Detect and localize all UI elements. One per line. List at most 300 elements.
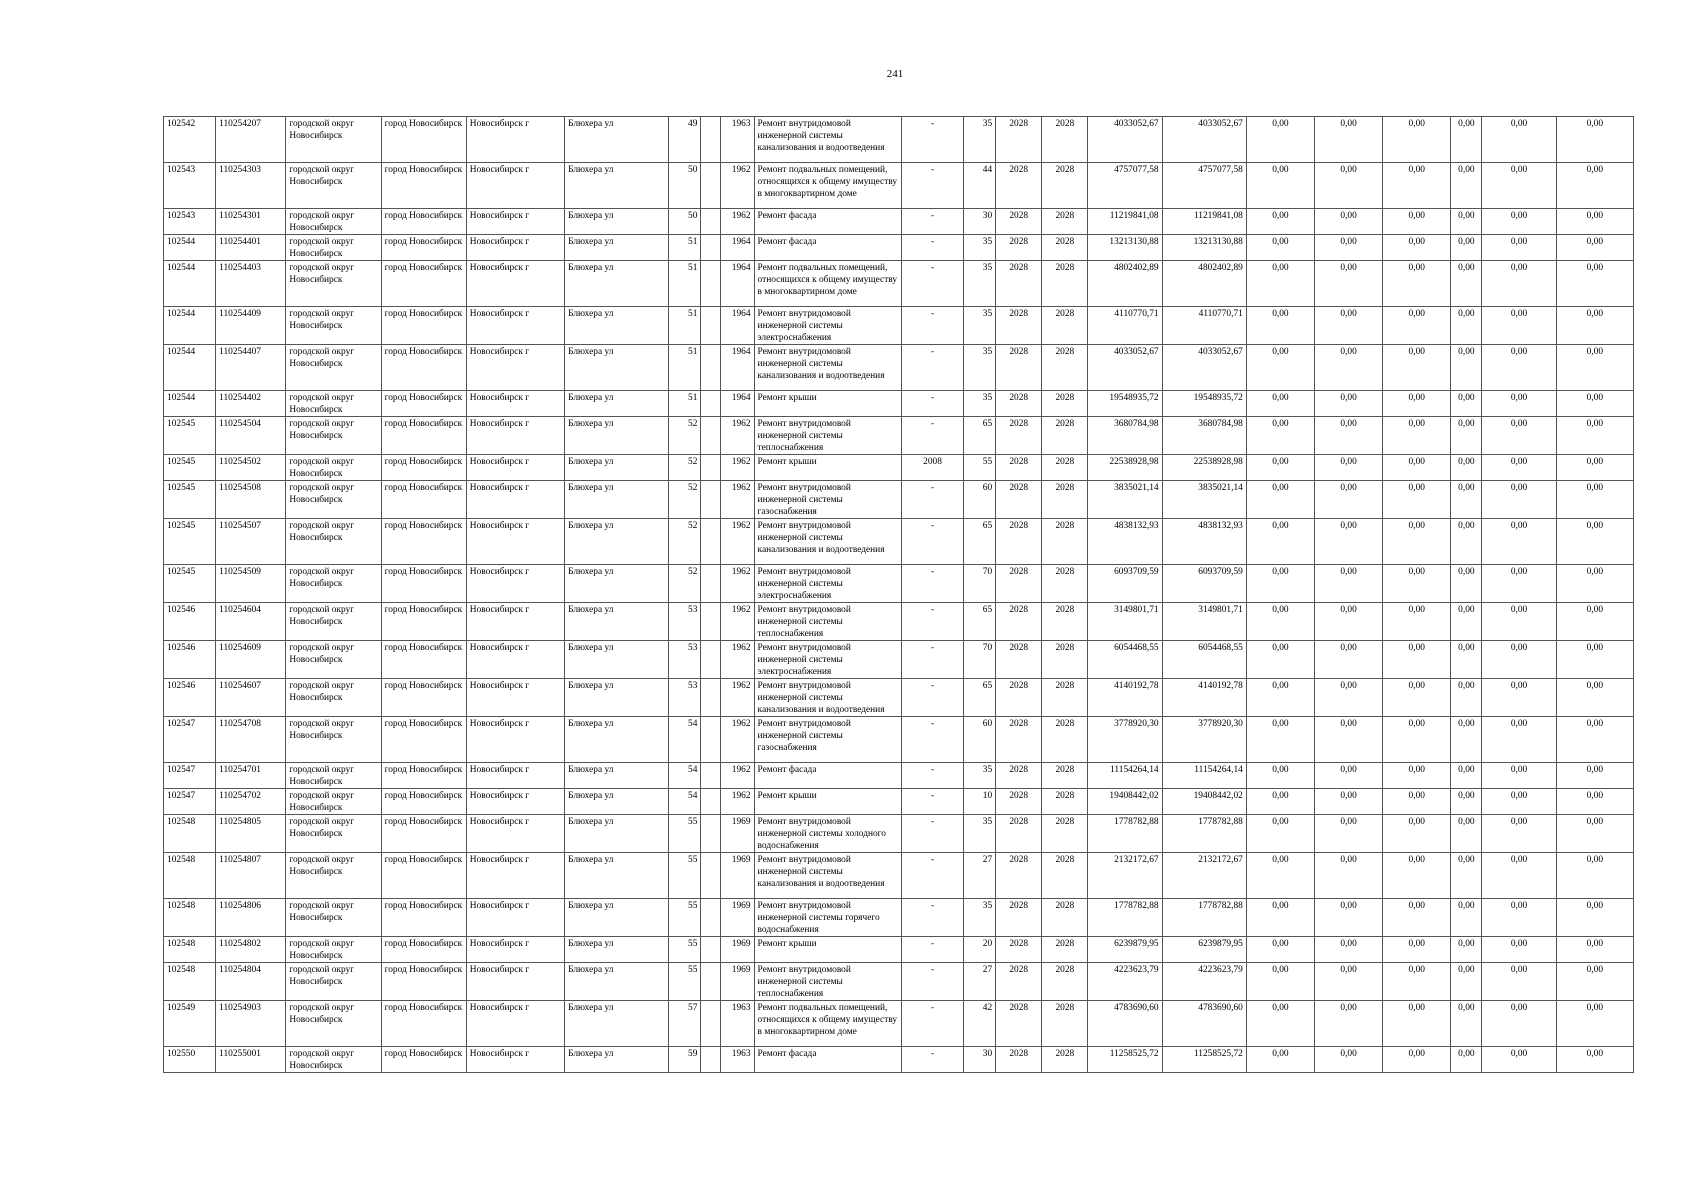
cell-source-3: 0,00 bbox=[1383, 417, 1451, 455]
cell-city: Новосибирск г bbox=[466, 789, 564, 815]
cell-city: Новосибирск г bbox=[466, 853, 564, 899]
cell-work-type: Ремонт внутридомовой инженерной системы канализования и водоотведения bbox=[754, 679, 901, 717]
cell-wear: 35 bbox=[964, 815, 996, 853]
cell-district: городской округ Новосибирск bbox=[286, 209, 381, 235]
cell-total-cost: 4757077,58 bbox=[1088, 163, 1162, 209]
cell-plan-start: 2028 bbox=[996, 455, 1042, 481]
cell-work-type: Ремонт крыши bbox=[754, 455, 901, 481]
cell-source-6: 0,00 bbox=[1556, 117, 1633, 163]
cell-house: 57 bbox=[669, 1001, 701, 1047]
cell-source-5: 0,00 bbox=[1482, 679, 1556, 717]
cell-year: 1962 bbox=[721, 163, 754, 209]
cell-id: 110254504 bbox=[216, 417, 286, 455]
cell-work-type: Ремонт внутридомовой инженерной системы канализования и водоотведения bbox=[754, 345, 901, 391]
cell-year: 1962 bbox=[721, 717, 754, 763]
cell-source-5: 0,00 bbox=[1482, 963, 1556, 1001]
cell-id: 110254708 bbox=[216, 717, 286, 763]
cell-source-1: 0,00 bbox=[1246, 565, 1314, 603]
cell-street: Блюхера ул bbox=[565, 565, 669, 603]
cell-id: 110254609 bbox=[216, 641, 286, 679]
cell-wear: 42 bbox=[964, 1001, 996, 1047]
cell-code: 102544 bbox=[164, 307, 216, 345]
cell-year: 1969 bbox=[721, 937, 754, 963]
cell-source-1: 0,00 bbox=[1246, 603, 1314, 641]
cell-wear: 44 bbox=[964, 163, 996, 209]
cell-district: городской округ Новосибирск bbox=[286, 763, 381, 789]
cell-source-3: 0,00 bbox=[1383, 679, 1451, 717]
cell-city: Новосибирск г bbox=[466, 641, 564, 679]
cell-fund-cost: 4838132,93 bbox=[1162, 519, 1246, 565]
cell-building bbox=[701, 117, 721, 163]
cell-house: 50 bbox=[669, 163, 701, 209]
cell-id: 110254807 bbox=[216, 853, 286, 899]
cell-city: Новосибирск г bbox=[466, 519, 564, 565]
cell-id: 110254207 bbox=[216, 117, 286, 163]
cell-code: 102545 bbox=[164, 455, 216, 481]
cell-house: 51 bbox=[669, 345, 701, 391]
cell-plan-start: 2028 bbox=[996, 763, 1042, 789]
cell-wear: 35 bbox=[964, 763, 996, 789]
cell-work-type: Ремонт внутридомовой инженерной системы горячего водоснабжения bbox=[754, 899, 901, 937]
cell-district: городской округ Новосибирск bbox=[286, 789, 381, 815]
cell-source-4: 0,00 bbox=[1451, 815, 1482, 853]
cell-total-cost: 4033052,67 bbox=[1088, 345, 1162, 391]
cell-building bbox=[701, 937, 721, 963]
cell-source-4: 0,00 bbox=[1451, 963, 1482, 1001]
cell-street: Блюхера ул bbox=[565, 261, 669, 307]
cell-code: 102545 bbox=[164, 481, 216, 519]
cell-source-1: 0,00 bbox=[1246, 641, 1314, 679]
cell-work-type: Ремонт подвальных помещений, относящихся к общему имуществу в многоквартирном доме bbox=[754, 261, 901, 307]
cell-settlement: город Новосибирск bbox=[381, 763, 466, 789]
cell-plan-start: 2028 bbox=[996, 899, 1042, 937]
cell-source-1: 0,00 bbox=[1246, 717, 1314, 763]
cell-year: 1963 bbox=[721, 117, 754, 163]
cell-source-4: 0,00 bbox=[1451, 481, 1482, 519]
cell-street: Блюхера ул bbox=[565, 963, 669, 1001]
cell-source-4: 0,00 bbox=[1451, 1001, 1482, 1047]
cell-building bbox=[701, 481, 721, 519]
cell-work-type: Ремонт фасада bbox=[754, 235, 901, 261]
cell-id: 110254407 bbox=[216, 345, 286, 391]
cell-total-cost: 11219841,08 bbox=[1088, 209, 1162, 235]
cell-wear: 65 bbox=[964, 519, 996, 565]
cell-wear: 35 bbox=[964, 117, 996, 163]
cell-plan-start: 2028 bbox=[996, 963, 1042, 1001]
table-row bbox=[164, 481, 1634, 519]
cell-house: 53 bbox=[669, 641, 701, 679]
cell-city: Новосибирск г bbox=[466, 717, 564, 763]
cell-code: 102543 bbox=[164, 209, 216, 235]
cell-previous-repair: - bbox=[901, 763, 963, 789]
cell-source-1: 0,00 bbox=[1246, 391, 1314, 417]
table-row bbox=[164, 117, 1634, 163]
cell-plan-end: 2028 bbox=[1042, 1001, 1088, 1047]
table-row bbox=[164, 391, 1634, 417]
cell-district: городской округ Новосибирск bbox=[286, 603, 381, 641]
cell-source-3: 0,00 bbox=[1383, 1001, 1451, 1047]
cell-work-type: Ремонт внутридомовой инженерной системы газоснабжения bbox=[754, 717, 901, 763]
cell-previous-repair: - bbox=[901, 853, 963, 899]
cell-plan-end: 2028 bbox=[1042, 963, 1088, 1001]
cell-plan-end: 2028 bbox=[1042, 717, 1088, 763]
cell-source-6: 0,00 bbox=[1556, 481, 1633, 519]
cell-fund-cost: 11258525,72 bbox=[1162, 1047, 1246, 1073]
cell-street: Блюхера ул bbox=[565, 481, 669, 519]
cell-plan-end: 2028 bbox=[1042, 391, 1088, 417]
cell-district: городской округ Новосибирск bbox=[286, 641, 381, 679]
cell-source-5: 0,00 bbox=[1482, 481, 1556, 519]
cell-plan-start: 2028 bbox=[996, 679, 1042, 717]
cell-building bbox=[701, 679, 721, 717]
cell-building bbox=[701, 641, 721, 679]
table-row bbox=[164, 345, 1634, 391]
cell-id: 110254301 bbox=[216, 209, 286, 235]
table-row bbox=[164, 763, 1634, 789]
cell-street: Блюхера ул bbox=[565, 117, 669, 163]
cell-work-type: Ремонт внутридомовой инженерной системы теплоснабжения bbox=[754, 417, 901, 455]
cell-source-2: 0,00 bbox=[1315, 679, 1383, 717]
cell-plan-start: 2028 bbox=[996, 261, 1042, 307]
cell-district: городской округ Новосибирск bbox=[286, 117, 381, 163]
cell-id: 110254607 bbox=[216, 679, 286, 717]
cell-code: 102542 bbox=[164, 117, 216, 163]
cell-work-type: Ремонт внутридомовой инженерной системы теплоснабжения bbox=[754, 603, 901, 641]
cell-district: городской округ Новосибирск bbox=[286, 417, 381, 455]
cell-fund-cost: 3835021,14 bbox=[1162, 481, 1246, 519]
cell-wear: 65 bbox=[964, 417, 996, 455]
cell-city: Новосибирск г bbox=[466, 455, 564, 481]
cell-previous-repair: - bbox=[901, 481, 963, 519]
cell-source-1: 0,00 bbox=[1246, 209, 1314, 235]
cell-total-cost: 19548935,72 bbox=[1088, 391, 1162, 417]
cell-wear: 60 bbox=[964, 481, 996, 519]
cell-street: Блюхера ул bbox=[565, 235, 669, 261]
cell-house: 52 bbox=[669, 481, 701, 519]
cell-street: Блюхера ул bbox=[565, 763, 669, 789]
cell-id: 110254604 bbox=[216, 603, 286, 641]
cell-plan-end: 2028 bbox=[1042, 679, 1088, 717]
cell-source-6: 0,00 bbox=[1556, 717, 1633, 763]
cell-settlement: город Новосибирск bbox=[381, 261, 466, 307]
cell-fund-cost: 4033052,67 bbox=[1162, 345, 1246, 391]
cell-previous-repair: - bbox=[901, 519, 963, 565]
cell-source-5: 0,00 bbox=[1482, 763, 1556, 789]
cell-plan-end: 2028 bbox=[1042, 603, 1088, 641]
cell-total-cost: 11258525,72 bbox=[1088, 1047, 1162, 1073]
cell-source-5: 0,00 bbox=[1482, 565, 1556, 603]
cell-plan-end: 2028 bbox=[1042, 163, 1088, 209]
cell-total-cost: 3680784,98 bbox=[1088, 417, 1162, 455]
cell-building bbox=[701, 815, 721, 853]
cell-plan-end: 2028 bbox=[1042, 899, 1088, 937]
cell-wear: 65 bbox=[964, 679, 996, 717]
table-row bbox=[164, 789, 1634, 815]
cell-source-2: 0,00 bbox=[1315, 1001, 1383, 1047]
cell-fund-cost: 19408442,02 bbox=[1162, 789, 1246, 815]
cell-settlement: город Новосибирск bbox=[381, 345, 466, 391]
cell-source-6: 0,00 bbox=[1556, 763, 1633, 789]
cell-source-3: 0,00 bbox=[1383, 345, 1451, 391]
cell-fund-cost: 3149801,71 bbox=[1162, 603, 1246, 641]
cell-work-type: Ремонт фасада bbox=[754, 763, 901, 789]
cell-source-2: 0,00 bbox=[1315, 899, 1383, 937]
cell-source-6: 0,00 bbox=[1556, 641, 1633, 679]
cell-source-3: 0,00 bbox=[1383, 455, 1451, 481]
cell-year: 1969 bbox=[721, 899, 754, 937]
cell-city: Новосибирск г bbox=[466, 163, 564, 209]
table-row bbox=[164, 899, 1634, 937]
cell-code: 102545 bbox=[164, 565, 216, 603]
cell-fund-cost: 4110770,71 bbox=[1162, 307, 1246, 345]
cell-district: городской округ Новосибирск bbox=[286, 1047, 381, 1073]
cell-street: Блюхера ул bbox=[565, 815, 669, 853]
cell-wear: 65 bbox=[964, 603, 996, 641]
cell-source-3: 0,00 bbox=[1383, 235, 1451, 261]
cell-source-6: 0,00 bbox=[1556, 1001, 1633, 1047]
table-row bbox=[164, 417, 1634, 455]
cell-source-3: 0,00 bbox=[1383, 899, 1451, 937]
cell-building bbox=[701, 899, 721, 937]
cell-house: 54 bbox=[669, 789, 701, 815]
cell-source-1: 0,00 bbox=[1246, 853, 1314, 899]
cell-work-type: Ремонт крыши bbox=[754, 391, 901, 417]
cell-source-3: 0,00 bbox=[1383, 853, 1451, 899]
table-row bbox=[164, 163, 1634, 209]
cell-settlement: город Новосибирск bbox=[381, 391, 466, 417]
cell-wear: 35 bbox=[964, 345, 996, 391]
cell-city: Новосибирск г bbox=[466, 481, 564, 519]
cell-settlement: город Новосибирск bbox=[381, 1001, 466, 1047]
cell-source-4: 0,00 bbox=[1451, 117, 1482, 163]
cell-house: 54 bbox=[669, 717, 701, 763]
cell-year: 1964 bbox=[721, 261, 754, 307]
cell-fund-cost: 6239879,95 bbox=[1162, 937, 1246, 963]
table-row bbox=[164, 235, 1634, 261]
cell-id: 110254802 bbox=[216, 937, 286, 963]
cell-source-1: 0,00 bbox=[1246, 117, 1314, 163]
cell-code: 102545 bbox=[164, 519, 216, 565]
cell-district: городской округ Новосибирск bbox=[286, 1001, 381, 1047]
cell-previous-repair: - bbox=[901, 899, 963, 937]
cell-previous-repair: - bbox=[901, 235, 963, 261]
cell-city: Новосибирск г bbox=[466, 417, 564, 455]
cell-source-5: 0,00 bbox=[1482, 417, 1556, 455]
cell-source-1: 0,00 bbox=[1246, 679, 1314, 717]
cell-year: 1962 bbox=[721, 679, 754, 717]
cell-source-6: 0,00 bbox=[1556, 853, 1633, 899]
cell-source-5: 0,00 bbox=[1482, 853, 1556, 899]
cell-source-6: 0,00 bbox=[1556, 815, 1633, 853]
cell-fund-cost: 13213130,88 bbox=[1162, 235, 1246, 261]
cell-year: 1962 bbox=[721, 455, 754, 481]
cell-year: 1962 bbox=[721, 519, 754, 565]
cell-source-4: 0,00 bbox=[1451, 163, 1482, 209]
cell-source-4: 0,00 bbox=[1451, 1047, 1482, 1073]
cell-year: 1962 bbox=[721, 763, 754, 789]
cell-code: 102545 bbox=[164, 417, 216, 455]
cell-code: 102544 bbox=[164, 235, 216, 261]
cell-previous-repair: - bbox=[901, 717, 963, 763]
cell-work-type: Ремонт крыши bbox=[754, 937, 901, 963]
cell-source-6: 0,00 bbox=[1556, 1047, 1633, 1073]
table-body bbox=[164, 117, 1634, 1073]
cell-id: 110254507 bbox=[216, 519, 286, 565]
cell-fund-cost: 4802402,89 bbox=[1162, 261, 1246, 307]
cell-source-6: 0,00 bbox=[1556, 789, 1633, 815]
cell-wear: 35 bbox=[964, 235, 996, 261]
cell-street: Блюхера ул bbox=[565, 899, 669, 937]
cell-plan-start: 2028 bbox=[996, 937, 1042, 963]
cell-district: городской округ Новосибирск bbox=[286, 565, 381, 603]
cell-building bbox=[701, 717, 721, 763]
cell-settlement: город Новосибирск bbox=[381, 417, 466, 455]
cell-plan-start: 2028 bbox=[996, 235, 1042, 261]
cell-source-6: 0,00 bbox=[1556, 679, 1633, 717]
table-row bbox=[164, 455, 1634, 481]
cell-source-4: 0,00 bbox=[1451, 417, 1482, 455]
cell-source-5: 0,00 bbox=[1482, 603, 1556, 641]
cell-source-4: 0,00 bbox=[1451, 235, 1482, 261]
cell-street: Блюхера ул bbox=[565, 789, 669, 815]
cell-source-3: 0,00 bbox=[1383, 209, 1451, 235]
cell-source-2: 0,00 bbox=[1315, 235, 1383, 261]
cell-street: Блюхера ул bbox=[565, 717, 669, 763]
cell-source-3: 0,00 bbox=[1383, 261, 1451, 307]
cell-settlement: город Новосибирск bbox=[381, 117, 466, 163]
cell-plan-end: 2028 bbox=[1042, 815, 1088, 853]
cell-source-6: 0,00 bbox=[1556, 345, 1633, 391]
cell-fund-cost: 4033052,67 bbox=[1162, 117, 1246, 163]
cell-source-4: 0,00 bbox=[1451, 899, 1482, 937]
cell-house: 52 bbox=[669, 417, 701, 455]
cell-work-type: Ремонт внутридомовой инженерной системы теплоснабжения bbox=[754, 963, 901, 1001]
cell-work-type: Ремонт внутридомовой инженерной системы канализования и водоотведения bbox=[754, 853, 901, 899]
cell-source-3: 0,00 bbox=[1383, 519, 1451, 565]
cell-source-6: 0,00 bbox=[1556, 565, 1633, 603]
cell-building bbox=[701, 391, 721, 417]
cell-plan-start: 2028 bbox=[996, 481, 1042, 519]
cell-fund-cost: 22538928,98 bbox=[1162, 455, 1246, 481]
cell-building bbox=[701, 763, 721, 789]
cell-source-5: 0,00 bbox=[1482, 163, 1556, 209]
cell-source-1: 0,00 bbox=[1246, 455, 1314, 481]
cell-building bbox=[701, 163, 721, 209]
cell-street: Блюхера ул bbox=[565, 345, 669, 391]
cell-wear: 35 bbox=[964, 899, 996, 937]
cell-city: Новосибирск г bbox=[466, 763, 564, 789]
cell-source-1: 0,00 bbox=[1246, 307, 1314, 345]
cell-total-cost: 6093709,59 bbox=[1088, 565, 1162, 603]
cell-total-cost: 3149801,71 bbox=[1088, 603, 1162, 641]
cell-source-1: 0,00 bbox=[1246, 1047, 1314, 1073]
cell-source-3: 0,00 bbox=[1383, 603, 1451, 641]
cell-source-2: 0,00 bbox=[1315, 603, 1383, 641]
cell-house: 55 bbox=[669, 815, 701, 853]
cell-fund-cost: 3680784,98 bbox=[1162, 417, 1246, 455]
cell-source-4: 0,00 bbox=[1451, 603, 1482, 641]
cell-settlement: город Новосибирск bbox=[381, 455, 466, 481]
cell-work-type: Ремонт внутридомовой инженерной системы электроснабжения bbox=[754, 565, 901, 603]
cell-plan-end: 2028 bbox=[1042, 307, 1088, 345]
cell-fund-cost: 1778782,88 bbox=[1162, 899, 1246, 937]
cell-source-4: 0,00 bbox=[1451, 763, 1482, 789]
cell-wear: 27 bbox=[964, 963, 996, 1001]
cell-source-3: 0,00 bbox=[1383, 763, 1451, 789]
cell-source-6: 0,00 bbox=[1556, 209, 1633, 235]
cell-district: городской округ Новосибирск bbox=[286, 519, 381, 565]
cell-house: 54 bbox=[669, 763, 701, 789]
cell-code: 102544 bbox=[164, 261, 216, 307]
cell-code: 102550 bbox=[164, 1047, 216, 1073]
cell-settlement: город Новосибирск bbox=[381, 209, 466, 235]
cell-year: 1962 bbox=[721, 209, 754, 235]
cell-source-2: 0,00 bbox=[1315, 789, 1383, 815]
table-row bbox=[164, 307, 1634, 345]
cell-settlement: город Новосибирск bbox=[381, 307, 466, 345]
cell-building bbox=[701, 345, 721, 391]
cell-plan-end: 2028 bbox=[1042, 763, 1088, 789]
cell-source-5: 0,00 bbox=[1482, 307, 1556, 345]
cell-city: Новосибирск г bbox=[466, 307, 564, 345]
cell-work-type: Ремонт внутридомовой инженерной системы электроснабжения bbox=[754, 307, 901, 345]
cell-id: 110254409 bbox=[216, 307, 286, 345]
cell-plan-end: 2028 bbox=[1042, 519, 1088, 565]
cell-source-4: 0,00 bbox=[1451, 717, 1482, 763]
cell-city: Новосибирск г bbox=[466, 1047, 564, 1073]
cell-plan-end: 2028 bbox=[1042, 455, 1088, 481]
cell-plan-start: 2028 bbox=[996, 1001, 1042, 1047]
cell-previous-repair: - bbox=[901, 679, 963, 717]
cell-street: Блюхера ул bbox=[565, 519, 669, 565]
cell-source-4: 0,00 bbox=[1451, 261, 1482, 307]
cell-previous-repair: - bbox=[901, 391, 963, 417]
cell-total-cost: 4033052,67 bbox=[1088, 117, 1162, 163]
cell-city: Новосибирск г bbox=[466, 391, 564, 417]
cell-settlement: город Новосибирск bbox=[381, 815, 466, 853]
cell-code: 102546 bbox=[164, 679, 216, 717]
cell-code: 102547 bbox=[164, 789, 216, 815]
cell-source-5: 0,00 bbox=[1482, 345, 1556, 391]
cell-plan-end: 2028 bbox=[1042, 565, 1088, 603]
cell-previous-repair: - bbox=[901, 815, 963, 853]
cell-year: 1962 bbox=[721, 481, 754, 519]
cell-source-5: 0,00 bbox=[1482, 641, 1556, 679]
cell-house: 53 bbox=[669, 679, 701, 717]
cell-district: городской округ Новосибирск bbox=[286, 307, 381, 345]
cell-source-4: 0,00 bbox=[1451, 853, 1482, 899]
cell-id: 110254804 bbox=[216, 963, 286, 1001]
cell-total-cost: 1778782,88 bbox=[1088, 899, 1162, 937]
cell-source-2: 0,00 bbox=[1315, 455, 1383, 481]
cell-source-5: 0,00 bbox=[1482, 937, 1556, 963]
cell-code: 102546 bbox=[164, 641, 216, 679]
cell-code: 102547 bbox=[164, 717, 216, 763]
cell-house: 50 bbox=[669, 209, 701, 235]
cell-previous-repair: - bbox=[901, 789, 963, 815]
cell-city: Новосибирск г bbox=[466, 117, 564, 163]
cell-plan-end: 2028 bbox=[1042, 1047, 1088, 1073]
cell-source-5: 0,00 bbox=[1482, 1047, 1556, 1073]
cell-source-1: 0,00 bbox=[1246, 235, 1314, 261]
cell-work-type: Ремонт подвальных помещений, относящихся к общему имуществу в многоквартирном доме bbox=[754, 1001, 901, 1047]
cell-source-5: 0,00 bbox=[1482, 717, 1556, 763]
cell-building bbox=[701, 963, 721, 1001]
cell-id: 110254402 bbox=[216, 391, 286, 417]
cell-plan-end: 2028 bbox=[1042, 261, 1088, 307]
cell-street: Блюхера ул bbox=[565, 603, 669, 641]
cell-settlement: город Новосибирск bbox=[381, 519, 466, 565]
